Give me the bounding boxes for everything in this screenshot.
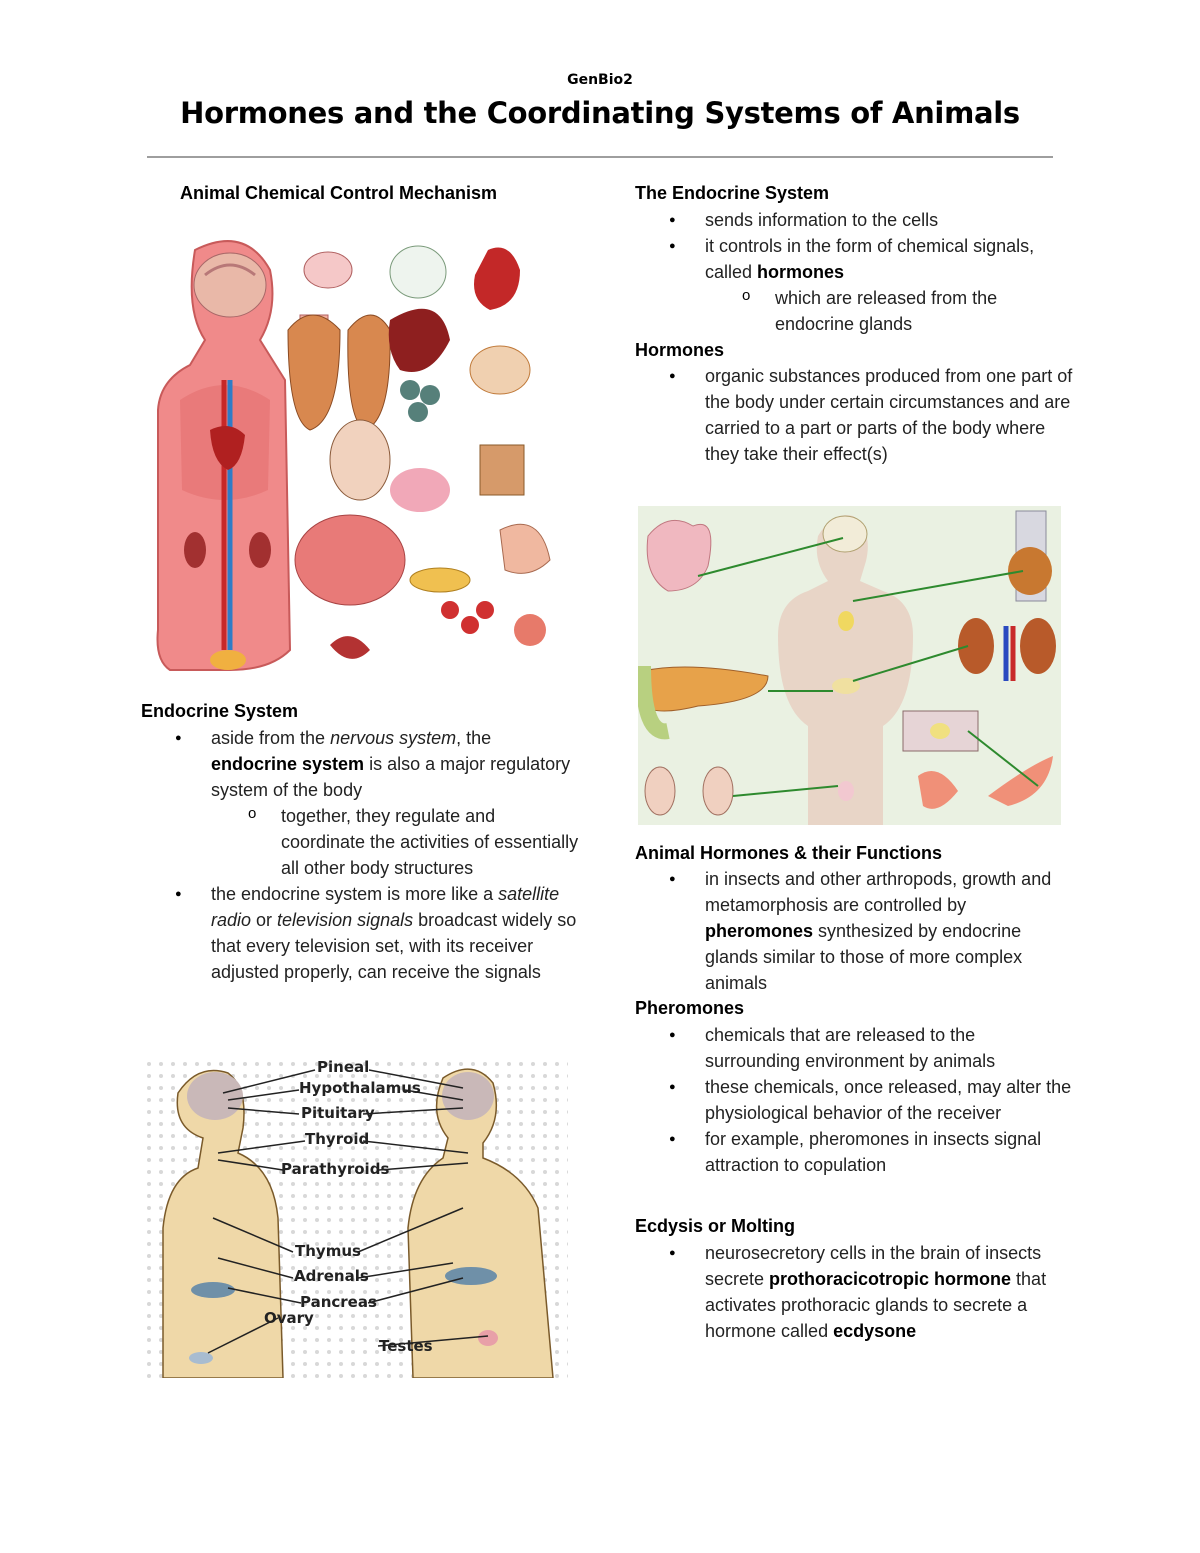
- list-item: ● the endocrine system is more like a satellite radio or television signals broadcast widely so that every television set, with its receiver adjusted properly, can receive the signals: [141, 881, 581, 985]
- list-item: ● for example, pheromones in insects signal attraction to copulation: [635, 1126, 1075, 1178]
- list-item: ● in insects and other arthropods, growth and metamorphosis are controlled by pheromones synthesized by endocrine glands similar to those of more complex animals: [635, 866, 1075, 996]
- label-pituitary: Pituitary: [301, 1104, 375, 1122]
- list-item: ● neurosecretory cells in the brain of insects secrete prothoracicotropic hormone that activates prothoracic glands to secrete a hormone called ecdysone: [635, 1240, 1075, 1344]
- hormones-list: [635, 363, 1075, 467]
- label-thyroid: Thyroid: [305, 1130, 370, 1148]
- endocrine-bullet-list: [141, 725, 581, 985]
- label-hypothalamus: Hypothalamus: [299, 1079, 421, 1097]
- course-code: GenBio2: [567, 72, 633, 88]
- animal-hormones-list: [635, 866, 1075, 996]
- heading-pheromones: Pheromones: [635, 998, 745, 1018]
- label-pancreas: Pancreas: [300, 1293, 377, 1311]
- heading-endocrine-system: Endocrine System: [141, 701, 299, 721]
- list-item: ● these chemicals, once released, may alter the physiological behavior of the receiver: [635, 1074, 1075, 1126]
- list-item: o which are released from the endocrine glands: [635, 285, 1075, 337]
- pheromones-list: [635, 1022, 1075, 1178]
- list-item: o together, they regulate and coordinate the activities of essentially all other body structures: [141, 803, 581, 881]
- ecdysis-list: [635, 1240, 1075, 1344]
- label-ovary: Ovary: [264, 1309, 314, 1327]
- heading-ecdysis: Ecdysis or Molting: [635, 1216, 796, 1236]
- label-adrenals: Adrenals: [294, 1267, 369, 1285]
- list-item: ● aside from the nervous system, the endocrine system is also a major regulatory system of the body: [141, 725, 581, 803]
- label-pineal: Pineal: [317, 1058, 370, 1076]
- label-thymus: Thymus: [295, 1242, 361, 1260]
- organs-illustration: [150, 230, 570, 678]
- heading-animal-hormones: Animal Hormones & their Functions: [635, 843, 943, 863]
- endocrine-glands-diagram: [143, 1058, 568, 1378]
- label-parathyroids: Parathyroids: [281, 1160, 390, 1178]
- list-item: ● chemicals that are released to the surrounding environment by animals: [635, 1022, 1075, 1074]
- list-item: ● it controls in the form of chemical signals, called hormones: [635, 233, 1075, 285]
- list-item: ● organic substances produced from one part of the body under certain circumstances and are carried to a part or parts of the body where they take their effect(s): [635, 363, 1075, 467]
- heading-chemical-control: Animal Chemical Control Mechanism: [180, 183, 498, 203]
- list-item: ● sends information to the cells: [635, 207, 1075, 233]
- heading-hormones: Hormones: [635, 340, 725, 360]
- label-testes: Testes: [379, 1337, 433, 1355]
- glands-body-illustration: [638, 506, 1061, 825]
- heading-the-endocrine-system: The Endocrine System: [635, 183, 830, 203]
- page-title: Hormones and the Coordinating Systems of Animals: [180, 96, 1020, 130]
- title-divider: [147, 156, 1053, 158]
- the-endocrine-system-list: [635, 207, 1075, 337]
